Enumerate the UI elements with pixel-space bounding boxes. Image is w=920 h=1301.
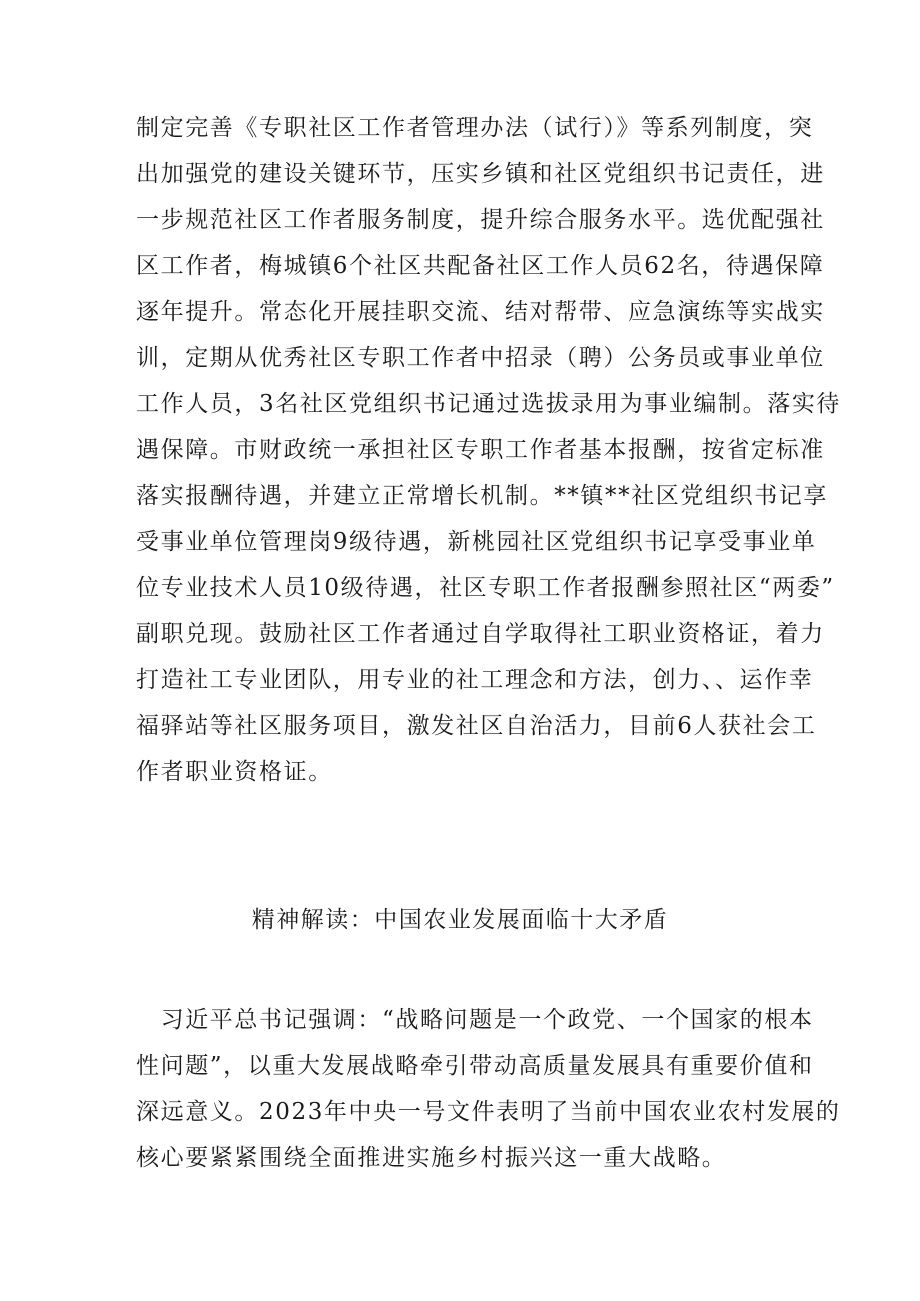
paragraph-line: 福驿站等社区服务项目，激发社区自治活力，目前6人获社会工 — [136, 713, 817, 739]
paragraph-line: 落实报酬待遇，并建立正常增长机制。**镇**社区党组织书记享 — [136, 483, 828, 509]
paragraph-line: 性问题”，以重大发展战略牵引带动高质量发展具有重要价值和 — [136, 1053, 814, 1079]
paragraph-line: 受事业单位管理岗9级待遇，新桃园社区党组织书记享受事业单 — [136, 529, 817, 555]
paragraph-line: 区工作者，梅城镇6个社区共配备社区工作人员62名，待遇保障 — [136, 253, 825, 279]
paragraph-line: 一步规范社区工作者服务制度，提升综合服务水平。选优配强社 — [136, 207, 825, 233]
paragraph-line: 打造社工专业团队，用专业的社工理念和方法，创力、、运作幸 — [136, 667, 814, 693]
paragraph-line: 副职兑现。鼓励社区工作者通过自学取得社工职业资格证，着力 — [136, 621, 825, 647]
paragraph-line: 工作人员，3名社区党组织书记通过选拔录用为事业编制。落实待 — [136, 391, 842, 417]
paragraph-line: 作者职业资格证。 — [136, 759, 333, 785]
paragraph-line: 逐年提升。常态化开展挂职交流、结对帮带、应急演练等实战实 — [136, 299, 825, 325]
paragraph-line: 训，定期从优秀社区专职工作者中招录（聘）公务员或事业单位 — [136, 345, 825, 371]
paragraph-line: 核心要紧紧围绕全面推进实施乡村振兴这一重大战略。 — [136, 1145, 727, 1171]
section-title: 精神解读：中国农业发展面临十大矛盾 — [251, 907, 669, 933]
paragraph-line: 制定完善《专职社区工作者管理办法（试行）》等系列制度，突 — [136, 115, 814, 141]
paragraph-line: 遇保障。市财政统一承担社区专职工作者基本报酬，按省定标准 — [136, 437, 825, 463]
paragraph-line: 习近平总书记强调：“战略问题是一个政党、一个国家的根本 — [136, 1007, 814, 1033]
paragraph-line: 深远意义。2023年中央一号文件表明了当前中国农业农村发展的 — [136, 1099, 841, 1125]
paragraph-line: 位专业技术人员10级待遇，社区专职工作者报酬参照社区“两委” — [136, 575, 835, 601]
paragraph-line: 出加强党的建设关键环节，压实乡镇和社区党组织书记责任，进 — [136, 161, 825, 187]
